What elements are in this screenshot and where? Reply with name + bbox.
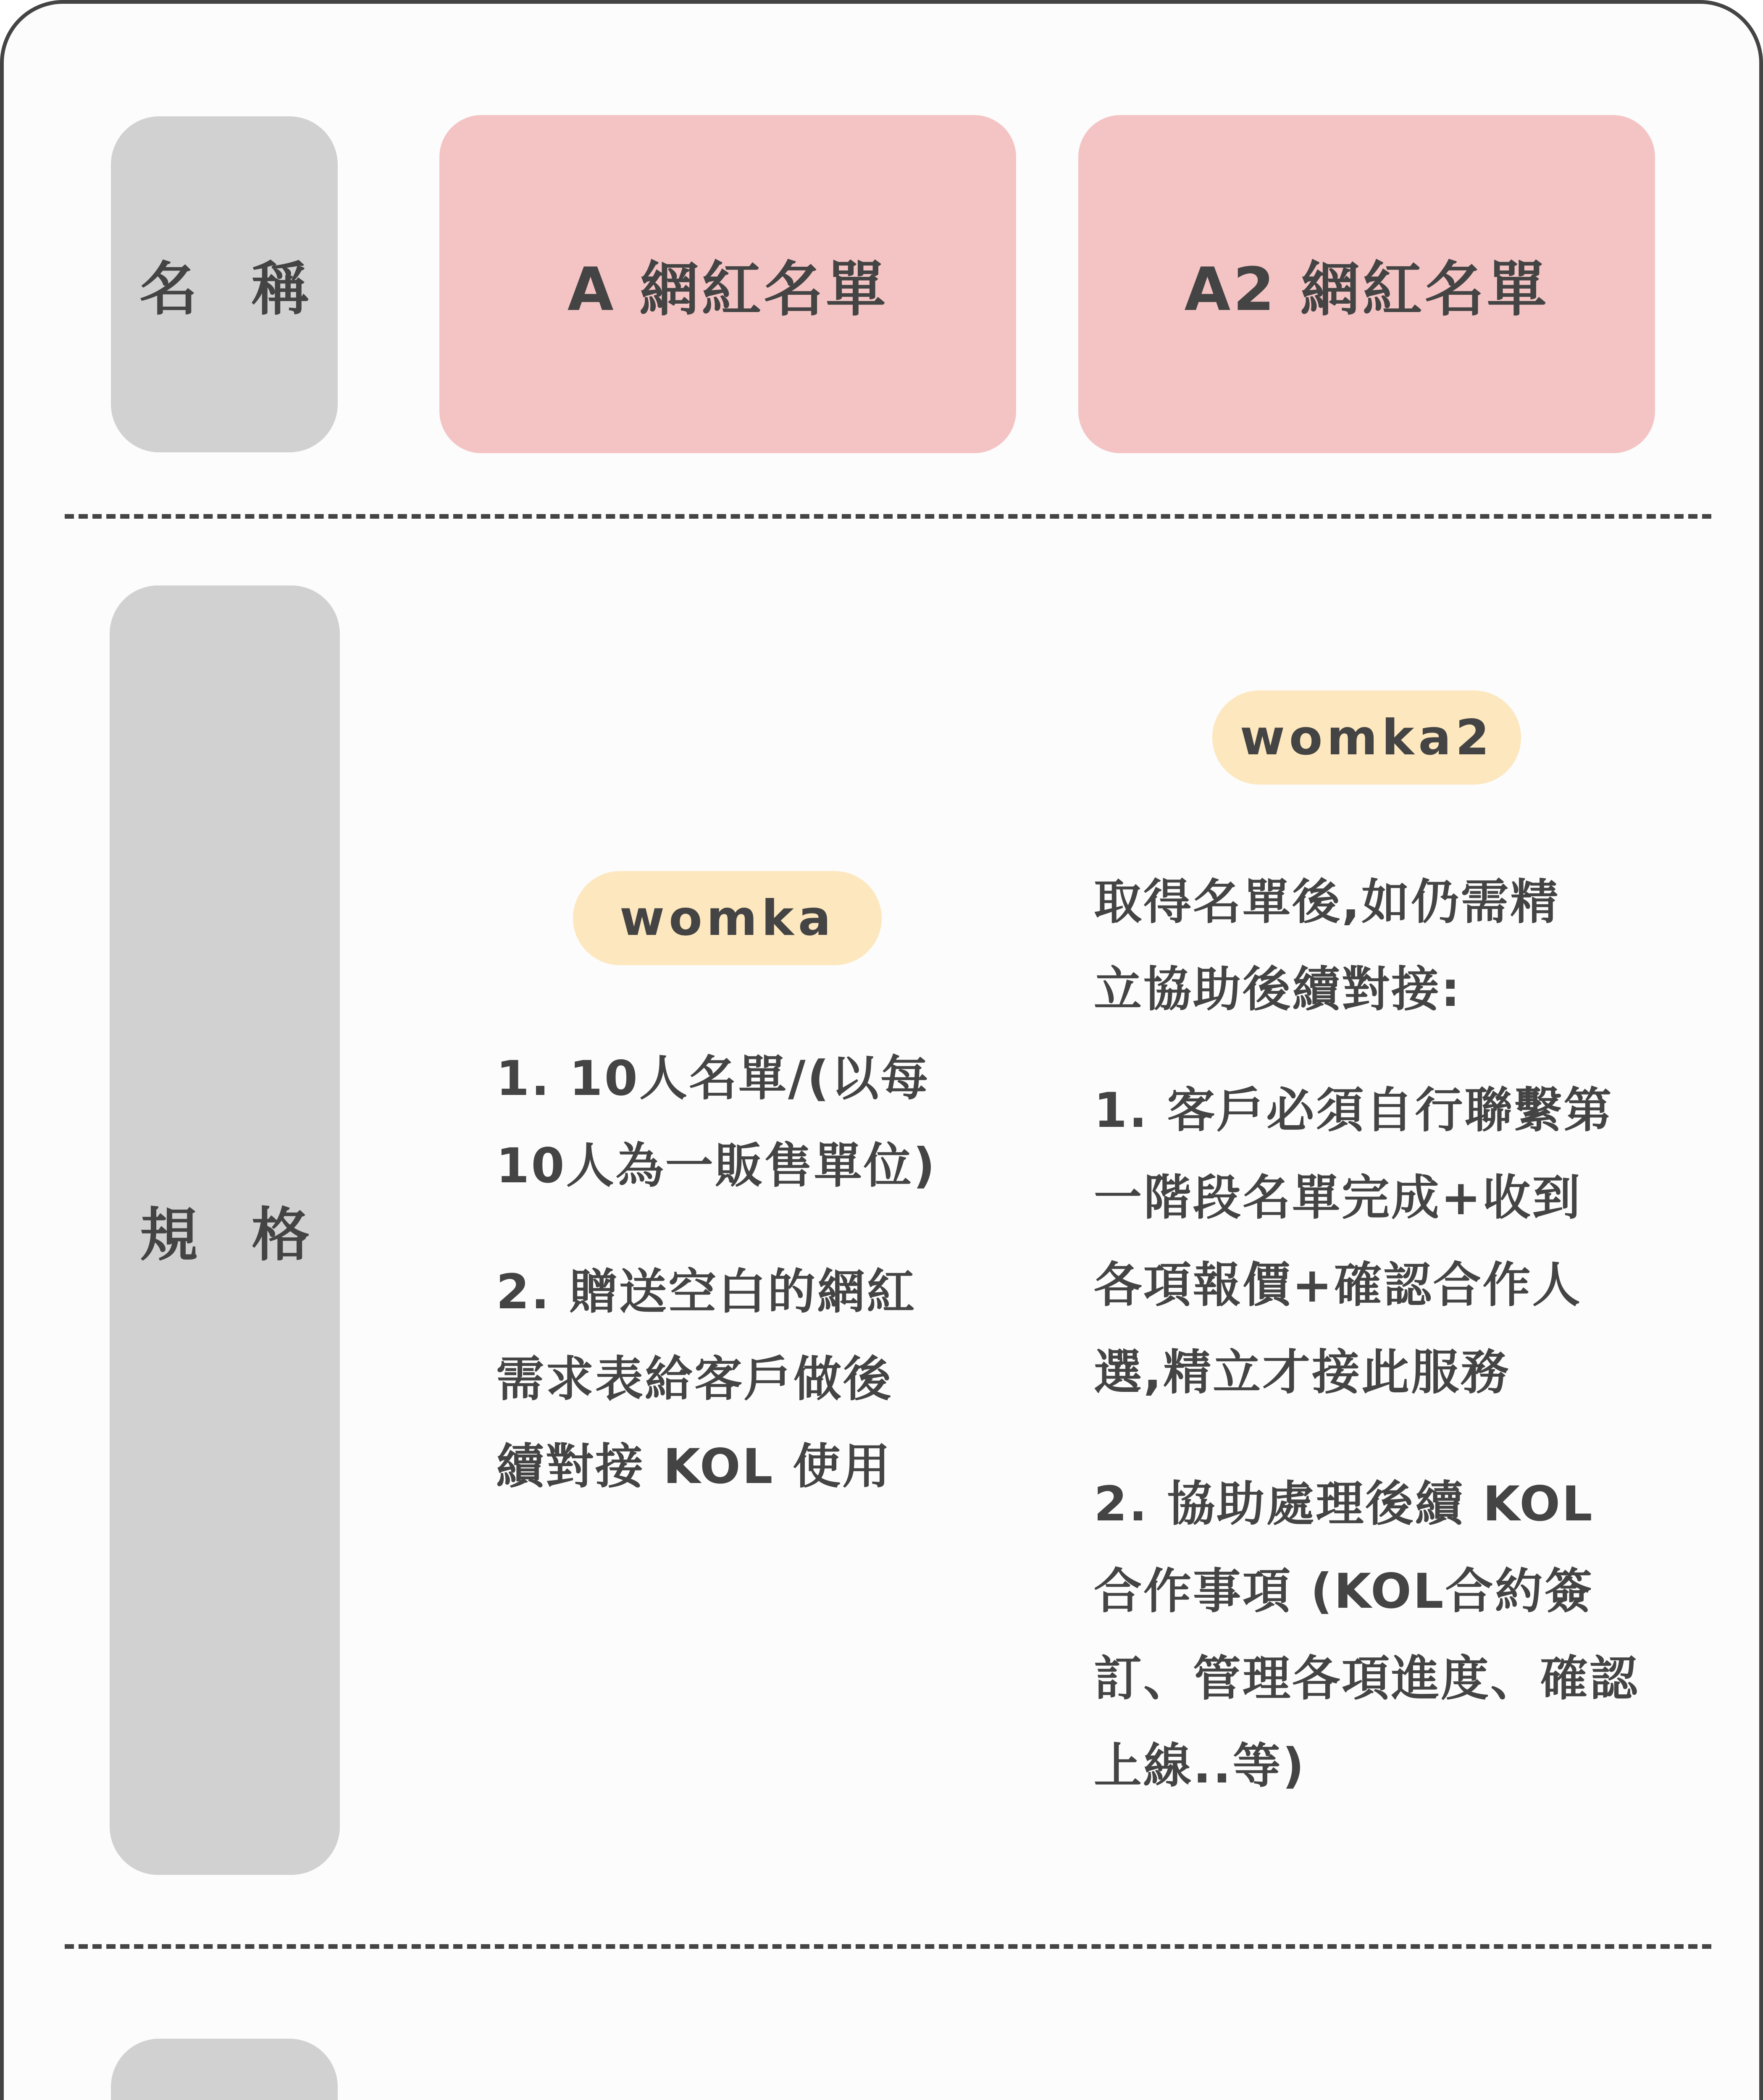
spec-text-a [496,1035,1017,1510]
spec-b-line: 合作事項 (KOL合約簽 [1094,1563,1594,1619]
spec-b-line: 取得名單後,如仍需精 [1094,874,1560,930]
badge-womka2: womka2 [1212,690,1521,785]
name-box-a2: A2 網紅名單 [1078,115,1655,453]
spec-b-line: 立協助後續對接: [1094,961,1462,1017]
spec-a-line: 需求表給客戶做後 [496,1351,893,1407]
spec-b-line: 訂、管理各項進度、確認 [1094,1651,1640,1706]
row-label-spec: 規 格 [110,585,340,1875]
row-label-name: 名 稱 [111,116,338,452]
name-box-a: A 網紅名單 [439,115,1016,453]
spec-a-line: 10人為一販售單位) [496,1138,937,1194]
spec-b-line: 各項報價+確認合作人 [1094,1257,1582,1313]
divider-bottom [65,1944,1711,1949]
spec-b-line: 一階段名單完成+收到 [1094,1170,1582,1226]
spec-b-line: 2. 協助處理後續 KOL [1094,1476,1594,1532]
spec-a-line: 2. 贈送空白的網紅 [496,1264,917,1320]
spec-a-line: 續對接 KOL 使用 [496,1438,892,1494]
spec-text-b [1094,858,1661,1810]
divider-top [65,514,1711,519]
badge-womka: womka [573,871,882,965]
spec-a-line: 1. 10人名單/(以每 [496,1050,930,1106]
spec-b-line: 選,精立才接此服務 [1094,1344,1511,1400]
spec-b-line: 1. 客戶必須自行聯繫第 [1094,1082,1613,1138]
row-label-quantity [111,2039,338,2100]
spec-b-line: 上線..等) [1094,1738,1306,1794]
